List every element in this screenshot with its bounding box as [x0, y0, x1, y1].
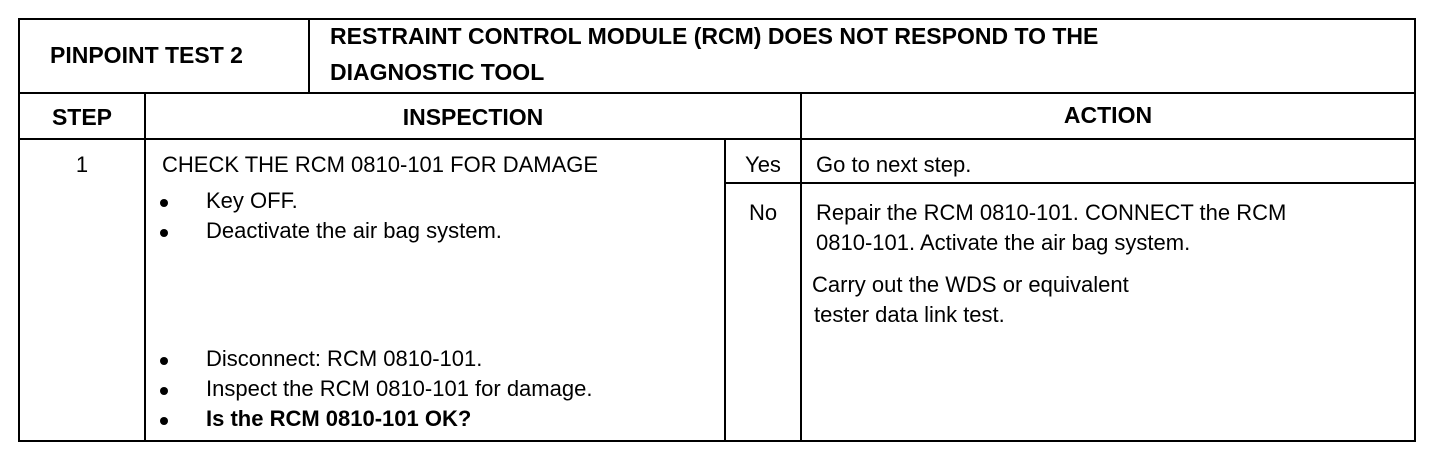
pinpoint-test-table [18, 18, 1416, 442]
bullet-icon [160, 417, 168, 425]
bullet-icon [160, 357, 168, 365]
title-divider [20, 92, 1414, 94]
inspection-bullet-deactivate: Deactivate the air bag system. [206, 218, 502, 243]
yes-no-divider [724, 182, 1414, 184]
action-no-line-3: Carry out the WDS or equivalent [812, 272, 1129, 297]
action-no-line-2: 0810-101. Activate the air bag system. [816, 230, 1191, 255]
bullet-icon [160, 387, 168, 395]
pinpoint-test-label: PINPOINT TEST 2 [50, 42, 243, 68]
column-header-inspection: INSPECTION [402, 104, 544, 130]
answer-yes: Yes [745, 152, 781, 177]
test-heading-line-1: RESTRAINT CONTROL MODULE (RCM) DOES NOT RESPOND TO THE [330, 23, 1099, 49]
inspection-question: Is the RCM 0810-101 OK? [206, 406, 472, 431]
column-header-action: ACTION [1063, 102, 1153, 128]
header-divider [20, 138, 1414, 140]
answer-no: No [748, 200, 778, 225]
action-column-divider [800, 92, 802, 442]
inspection-bullet-inspect: Inspect the RCM 0810-101 for damage. [206, 376, 593, 401]
action-no-line-1: Repair the RCM 0810-101. CONNECT the RCM [816, 200, 1287, 225]
inspection-title: CHECK THE RCM 0810-101 FOR DAMAGE [162, 152, 599, 177]
test-heading-line-2: DIAGNOSTIC TOOL [330, 59, 545, 85]
action-no-line-4: tester data link test. [814, 302, 1005, 327]
step-column-divider [144, 92, 146, 442]
step-number: 1 [75, 152, 89, 177]
inspection-bullet-disconnect: Disconnect: RCM 0810-101. [206, 346, 483, 371]
bullet-icon [160, 229, 168, 237]
inspection-bullet-key-off: Key OFF. [206, 188, 298, 213]
answer-column-divider [724, 138, 726, 442]
column-header-step: STEP [51, 104, 113, 130]
title-column-divider [308, 20, 310, 92]
bullet-icon [160, 199, 168, 207]
action-yes: Go to next step. [816, 152, 972, 177]
